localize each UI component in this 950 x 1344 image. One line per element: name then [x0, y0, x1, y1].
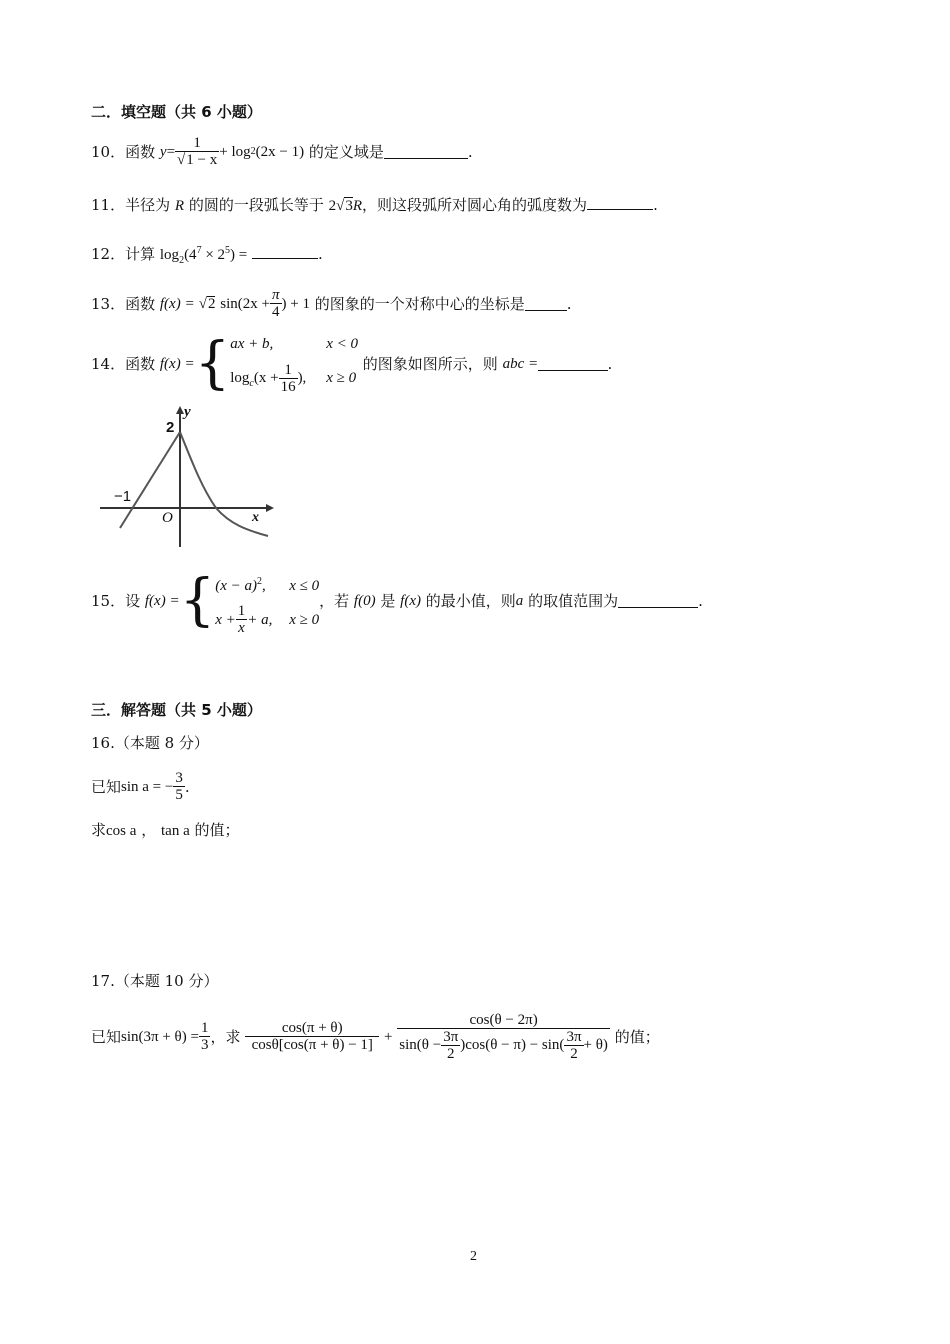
answer-blank[interactable]	[587, 197, 653, 210]
question-10	[91, 131, 473, 173]
x-axis-label: x	[252, 510, 259, 525]
question-11: 11．半径为 R 的圆的一段弧长等于 2√3R，则这段弧所对圆心角的弧度数为 .	[91, 196, 658, 214]
fraction-denominator: cosθ[cos(π + θ) − 1]	[245, 1036, 379, 1054]
case-condition: x ≤ 0	[289, 577, 320, 594]
math-expr: f(x)	[400, 592, 421, 609]
fraction-numerator: π	[271, 287, 280, 303]
question-text: 的最小值，则	[425, 591, 516, 610]
question-number: 13．	[91, 294, 126, 313]
period: .	[184, 777, 190, 796]
math-expr: f(0)	[353, 592, 376, 609]
case-row	[230, 361, 358, 401]
section-3-title: 三．解答题（共 5 小题）	[91, 701, 262, 719]
fraction	[564, 1029, 583, 1063]
period: .	[607, 354, 613, 373]
question-text: 函数	[125, 142, 156, 161]
math-var: y	[159, 143, 167, 160]
log-base: 2	[250, 146, 256, 157]
exponent: 5	[225, 245, 231, 256]
case-expr: log	[230, 370, 250, 386]
question-text: 的值；	[194, 821, 240, 839]
fraction	[441, 1029, 460, 1063]
case-row	[230, 327, 358, 361]
question-text: 的圆的一段弧长等于	[188, 196, 324, 214]
fraction-numerator: cos(π + θ)	[281, 1020, 343, 1036]
fraction	[270, 287, 282, 321]
question-14	[91, 330, 612, 398]
fraction-denominator: 3	[200, 1037, 209, 1053]
question-12	[91, 246, 323, 266]
question-text: 求	[91, 821, 107, 839]
math-op: +	[384, 1028, 393, 1045]
fraction-numerator: 1	[200, 1020, 209, 1036]
fraction	[199, 1020, 211, 1054]
answer-blank[interactable]	[384, 146, 468, 159]
math-expr: + θ)	[583, 1037, 608, 1053]
fraction-denominator: x	[236, 619, 248, 637]
exponent: 7	[196, 245, 202, 256]
question-number: 11．	[91, 196, 126, 214]
fraction-denominator: 4	[270, 303, 282, 321]
period: .	[318, 245, 323, 263]
question-text: 函数	[125, 354, 156, 373]
question-text: 已知	[91, 777, 122, 796]
math-expr: (2x − 1)	[255, 143, 305, 160]
question-text: 计算	[125, 245, 156, 263]
question-16-ask	[91, 823, 240, 839]
fraction-denominator	[397, 1028, 610, 1063]
fraction-numerator: 1	[237, 603, 246, 620]
period: .	[467, 142, 473, 161]
math-expr: sin(3π + θ) =	[121, 1028, 199, 1045]
question-text: 是	[380, 591, 396, 610]
question-text: ，	[141, 821, 157, 839]
math-expr: log	[159, 247, 180, 263]
math-expr: + log	[219, 143, 251, 160]
math-expr: cos a	[106, 823, 137, 839]
fraction-denominator: 2	[441, 1045, 460, 1063]
math-expr: f(x) =	[159, 355, 195, 372]
math-expr: tan a	[161, 823, 190, 839]
math-expr: )cos(θ − π) − sin(	[460, 1037, 565, 1053]
piecewise-cases	[215, 565, 319, 638]
math-expr: 2	[328, 198, 337, 214]
function-graph	[96, 404, 276, 550]
fraction-numerator: cos(θ − 2π)	[469, 1011, 538, 1028]
y-axis-label: y	[184, 404, 191, 420]
y-tick-label: 2	[166, 419, 175, 436]
case-row	[215, 603, 319, 638]
case-expr: ),	[297, 370, 307, 386]
sqrt-body: 3	[345, 198, 353, 214]
fraction-denominator: 16	[280, 378, 296, 395]
answer-blank[interactable]	[538, 358, 608, 371]
question-text: 的图象的一个对称中心的坐标是	[314, 294, 525, 313]
answer-blank[interactable]	[618, 595, 698, 608]
question-text: 半径为	[125, 196, 171, 214]
math-op: =	[529, 355, 538, 372]
question-13: 13． 函数 f(x) = √ 2 sin(2x + $\frac{\pi}{4}$ ) + 1 的图象的一个对称中心的坐标是 .	[91, 287, 572, 320]
math-var: R	[352, 198, 363, 214]
fraction	[397, 1012, 610, 1063]
math-op: =	[166, 143, 176, 160]
math-expr: sin(θ −	[399, 1037, 442, 1053]
math-expr: × 2	[201, 247, 226, 263]
question-text: 设	[125, 591, 141, 610]
fraction	[245, 1020, 379, 1054]
graph-svg	[96, 404, 276, 550]
log-base: c	[249, 378, 254, 389]
question-number: 14．	[91, 354, 126, 373]
math-var: a	[515, 592, 524, 609]
log-base: 2	[179, 255, 185, 266]
x-axis-arrow	[266, 504, 274, 512]
y-axis-arrow	[176, 406, 184, 414]
answer-blank[interactable]	[525, 298, 567, 311]
left-brace: {	[179, 568, 216, 633]
case-condition: x ≥ 0	[326, 370, 357, 386]
period: .	[698, 591, 703, 610]
math-expr: ) =	[230, 247, 248, 263]
case-condition: x < 0	[326, 336, 358, 352]
fraction	[279, 362, 298, 396]
fraction	[236, 603, 248, 637]
fraction-numerator: 3	[175, 770, 183, 786]
question-17-header: 17.（本题 10 分）	[91, 972, 219, 990]
question-16-given	[91, 766, 190, 808]
fraction-numerator: 1	[284, 361, 292, 378]
case-expr: x +	[215, 611, 236, 628]
left-brace: {	[194, 331, 231, 396]
math-expr: (4	[184, 247, 197, 263]
math-expr: ) + 1	[281, 295, 310, 312]
question-text: 的定义域是	[308, 142, 384, 161]
math-op: =	[185, 295, 194, 312]
answer-blank[interactable]	[252, 246, 318, 259]
question-text: 的值；	[614, 1027, 660, 1046]
case-expr: ,	[262, 577, 266, 594]
question-16-header: 16.（本题 8 分）	[91, 734, 209, 752]
question-text: ，求	[210, 1027, 241, 1046]
period: .	[653, 196, 658, 214]
question-15	[91, 566, 703, 636]
case-expr: + a,	[247, 611, 273, 628]
case-expr: (x +	[253, 370, 279, 386]
question-text: ，则这段弧所对圆心角的弧度数为	[362, 196, 588, 214]
case-row	[215, 565, 319, 603]
fraction-numerator: 1	[193, 135, 201, 151]
question-text: 函数	[125, 294, 156, 313]
fraction	[173, 770, 185, 804]
case-expr: ax + b,	[230, 336, 274, 352]
fraction-numerator: 3π	[566, 1028, 582, 1045]
sqrt-body: 2	[207, 296, 216, 312]
math-expr: sin a = −	[121, 778, 174, 795]
page-number: 2	[470, 1249, 477, 1264]
question-text: 的图象如图所示，则	[362, 354, 498, 373]
fraction-numerator: 3π	[443, 1028, 459, 1045]
origin-label: O	[162, 510, 173, 526]
question-number: 10．	[91, 142, 126, 161]
question-17-given	[91, 1004, 660, 1070]
x-tick-label: −1	[114, 488, 132, 505]
case-expr: (x − a)	[215, 577, 257, 594]
question-number: 12．	[91, 245, 126, 263]
period: .	[566, 294, 572, 313]
section-2-title: 二．填空题（共 6 小题）	[91, 103, 262, 121]
fraction-denominator: √1 − x	[177, 152, 218, 168]
fraction-denominator: 5	[175, 787, 183, 803]
question-text: 的取值范围为	[528, 591, 619, 610]
math-expr: f(x)	[159, 295, 181, 312]
sqrt-body: 1 − x	[186, 152, 218, 168]
piecewise-cases	[230, 327, 358, 401]
math-var: R	[174, 198, 185, 214]
question-number: 15．	[91, 591, 126, 610]
exponent: 2	[257, 575, 262, 587]
case-condition: x ≥ 0	[289, 611, 320, 628]
question-text: ，若	[319, 591, 350, 610]
math-var: abc	[502, 355, 525, 372]
fraction	[175, 135, 219, 169]
question-text: 已知	[91, 1027, 122, 1046]
fraction-denominator: 2	[564, 1045, 583, 1063]
math-expr: f(x) =	[144, 592, 180, 609]
math-expr: sin(2x +	[220, 295, 270, 312]
